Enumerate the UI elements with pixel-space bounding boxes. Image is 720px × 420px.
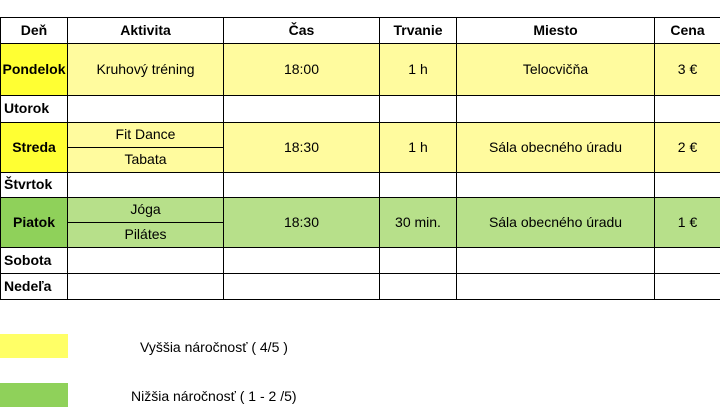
- activity-cell: Jóga: [68, 198, 224, 223]
- place-cell: Sála obecného úradu: [457, 198, 655, 248]
- table-row: [1, 173, 720, 198]
- table-row: [1, 198, 720, 223]
- duration-cell: 1 h: [380, 123, 457, 173]
- header-activity: Aktivita: [68, 18, 224, 44]
- empty-cell: [655, 96, 720, 123]
- activity-cell: Fit Dance: [68, 123, 224, 148]
- header-time: Čas: [224, 18, 380, 44]
- table-row: [1, 96, 720, 123]
- header-place: Miesto: [457, 18, 655, 44]
- empty-cell: [224, 96, 380, 123]
- empty-cell: [224, 173, 380, 198]
- header-row: [1, 18, 720, 44]
- header-price: Cena: [655, 18, 720, 44]
- empty-cell: [224, 248, 380, 274]
- schedule-table: [0, 17, 720, 300]
- header-day: Deň: [1, 18, 68, 44]
- empty-cell: [655, 274, 720, 300]
- activity-cell: Kruhový tréning: [68, 44, 224, 96]
- empty-cell: [380, 96, 457, 123]
- time-cell: 18:30: [224, 198, 380, 248]
- table-row: [1, 44, 720, 96]
- day-cell-streda: Streda: [1, 123, 68, 173]
- empty-cell: [655, 173, 720, 198]
- time-cell: 18:00: [224, 44, 380, 96]
- place-cell: Sála obecného úradu: [457, 123, 655, 173]
- activity-cell: Pilátes: [68, 223, 224, 248]
- empty-cell: [457, 173, 655, 198]
- duration-cell: 30 min.: [380, 198, 457, 248]
- legend-swatch-low: [0, 383, 68, 407]
- empty-cell: [68, 173, 224, 198]
- empty-cell: [380, 274, 457, 300]
- empty-cell: [655, 248, 720, 274]
- empty-cell: [380, 173, 457, 198]
- table-row: [1, 123, 720, 148]
- table-row: [1, 248, 720, 274]
- legend-label-high: Vyššia náročnosť ( 4/5 ): [140, 339, 288, 355]
- price-cell: 2 €: [655, 123, 720, 173]
- empty-cell: [457, 248, 655, 274]
- day-cell-piatok: Piatok: [1, 198, 68, 248]
- empty-cell: [457, 96, 655, 123]
- day-cell-stvrtok: Štvrtok: [1, 173, 68, 198]
- empty-cell: [68, 248, 224, 274]
- empty-cell: [68, 96, 224, 123]
- time-cell: 18:30: [224, 123, 380, 173]
- day-cell-pondelok: Pondelok: [1, 44, 68, 96]
- duration-cell: 1 h: [380, 44, 457, 96]
- day-cell-nedela: Nedeľa: [1, 274, 68, 300]
- table-row: [1, 274, 720, 300]
- place-cell: Telocvičňa: [457, 44, 655, 96]
- empty-cell: [457, 274, 655, 300]
- empty-cell: [224, 274, 380, 300]
- empty-cell: [380, 248, 457, 274]
- price-cell: 3 €: [655, 44, 720, 96]
- activity-cell: Tabata: [68, 148, 224, 173]
- header-duration: Trvanie: [380, 18, 457, 44]
- day-cell-utorok: Utorok: [1, 96, 68, 123]
- day-cell-sobota: Sobota: [1, 248, 68, 274]
- legend-swatch-high: [0, 334, 68, 358]
- legend-label-low: Nižšia náročnosť ( 1 - 2 /5): [131, 388, 297, 404]
- price-cell: 1 €: [655, 198, 720, 248]
- empty-cell: [68, 274, 224, 300]
